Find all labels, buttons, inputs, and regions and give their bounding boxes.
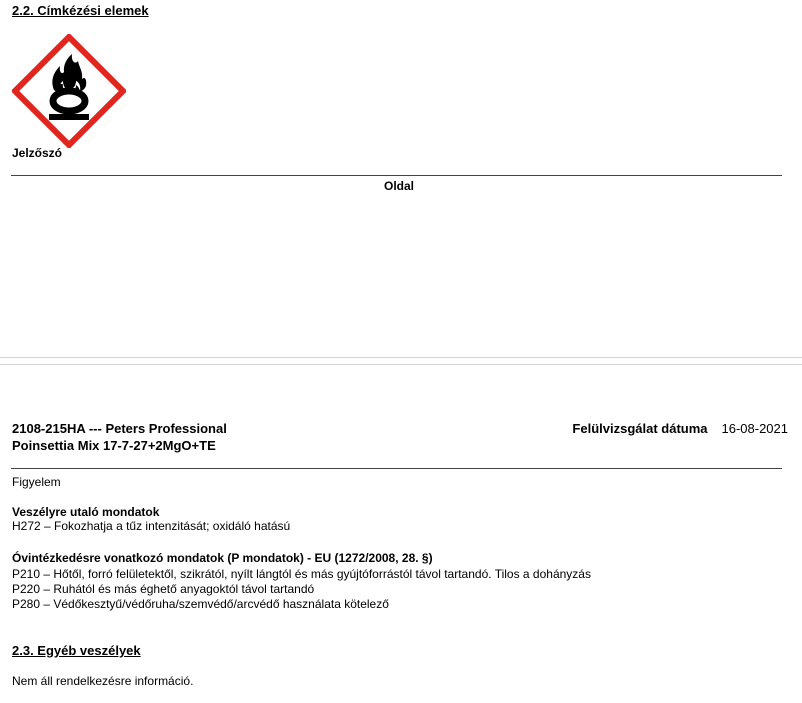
revision-date: 16-08-2021	[721, 421, 788, 436]
section-2-2-heading: 2.2. Címkézési elemek	[12, 3, 149, 18]
precautionary-statement-item: P210 – Hőtől, forró felületektől, szikrától, nyílt lángtól és más gyújtóforrástól távol tartandó. Tilos a dohányzás	[12, 567, 591, 581]
page-footer-rule	[11, 175, 782, 176]
signal-word: Figyelem	[12, 475, 61, 489]
page-label: Oldal	[384, 179, 415, 193]
precautionary-statement-item: P220 – Ruhától és más éghető anyagoktól távol tartandó	[12, 582, 315, 596]
precautionary-statement-item: P280 – Védőkesztyű/védőruha/szemvédő/arcvédő használata kötelező	[12, 597, 389, 611]
other-hazards-text: Nem áll rendelkezésre információ.	[12, 674, 194, 688]
revision-date-block	[572, 421, 788, 436]
revision-label: Felülvizsgálat dátuma	[572, 421, 708, 436]
page-break-top	[0, 357, 802, 358]
product-mix-name: Poinsettia Mix 17-7-27+2MgO+TE	[12, 438, 216, 453]
signal-word-label: Jelzőszó	[12, 146, 63, 160]
page-break-bottom	[0, 364, 802, 365]
hazard-statement-item: H272 – Fokozhatja a tűz intenzitását; oxidáló hatású	[12, 519, 291, 533]
header-rule	[11, 468, 782, 469]
hazard-statements-heading: Veszélyre utaló mondatok	[12, 505, 160, 519]
flame-over-circle-icon	[12, 34, 126, 148]
section-2-3-heading: 2.3. Egyéb veszélyek	[12, 643, 141, 658]
product-code-name: 2108-215HA --- Peters Professional	[12, 421, 227, 436]
precautionary-statements-heading: Óvintézkedésre vonatkozó mondatok (P mondatok) - EU (1272/2008, 28. §)	[12, 551, 433, 565]
